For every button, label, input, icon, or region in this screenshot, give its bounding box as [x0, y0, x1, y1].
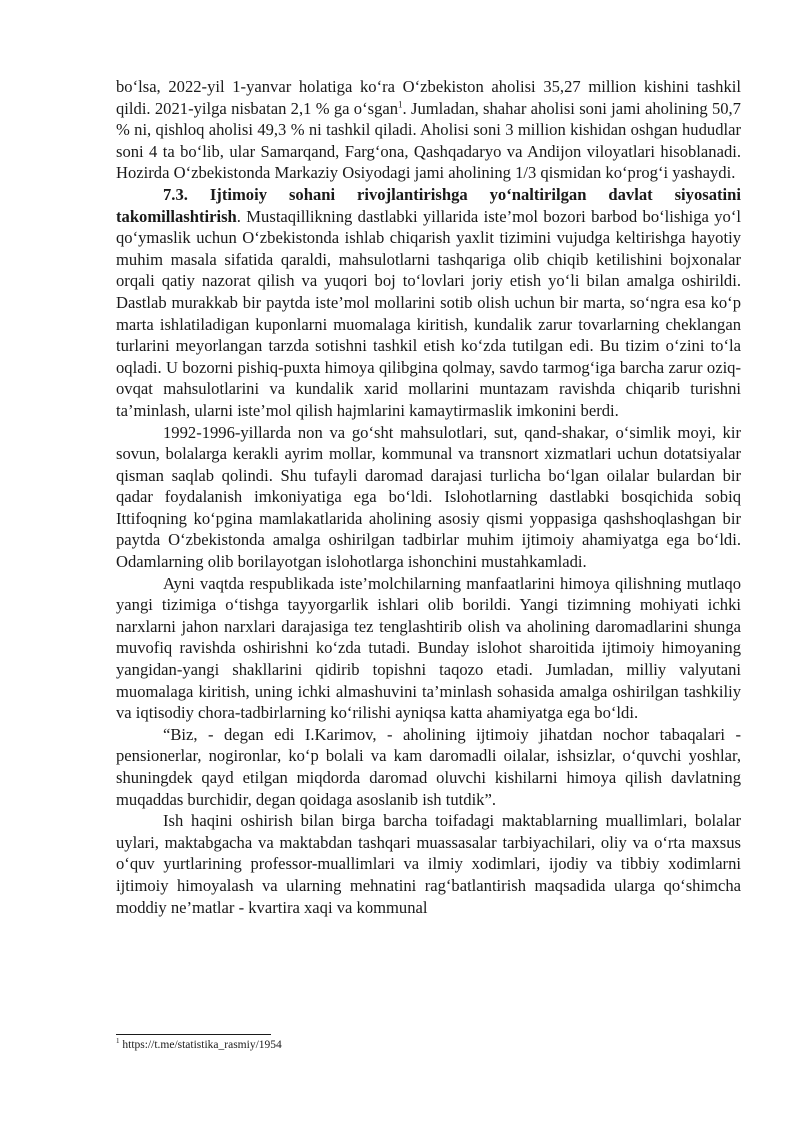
paragraph-subsidies: 1992-1996-yillarda non va go‘sht mahsulotlari, sut, qand-shakar, o‘simlik moyi, kir sovun, bolalarga kerakli ayrim mollar, kommunal va transnort xizmatlari uchun dotatsiyalar qisman saqlab qolindi. Shu tufayli daromad darajasi turlicha bo‘lgan oilalar bulardan bir qadar foydalanish imkoniyatiga ega bo‘ldi. Islohotlarning dastlabki bosqichida sobiq Ittifoqning ko‘pgina mamlakatlarida aholining asosiy qismi yoppasiga qashshoqlashgan bir paytda O‘zbekistonda amalga oshirilgan tadbirlar muhim ijtimoiy ahamiyatga ega bo‘ldi. Odamlarning olib borilayotgan islohotlarga ishonchini mustahkamladi.	[116, 422, 741, 572]
footnote-number: 1	[116, 1037, 120, 1046]
paragraph-consumer-protection: Ayni vaqtda respublikada iste’molchilarning manfaatlarini himoya qilishning mutlaqo yangi tizimiga o‘tishga tayyorgarlik ishlari olib borildi. Yangi tizimning mohiyati ichki narxlarni jahon narxlari darajasiga tez tenglashtirib olish va aholining daromadlarini shunga muvofiq ravishda oshirishni ko‘zda tutadi. Bunday islohot sharoitida ijtimoiy himoyaning yangidan-yangi shakllarini qidirib topishni taqozo etadi. Jumladan, milliy valyutani muomalaga kiritish, uning ichki almashuvini ta’minlash sohasida amalga oshirilgan tashkiliy va iqtisodiy chora-tadbirlarning ko‘rilishi ayniqsa katta ahamiyatga ega bo‘ldi.	[116, 573, 741, 723]
paragraph-text: bo‘lsa, 2022-yil 1-yanvar holatiga ko‘ra O‘zbekiston aholisi 35,27 million kishini tashkil qildi. 2021-yilga nisbatan 2,1 % ga o‘sgan	[116, 77, 741, 118]
paragraph-quote: “Biz, - degan edi I.Karimov, - aholining ijtimoiy jihatdan nochor tabaqalari - pensionerlar, nogironlar, ko‘p bolali va kam daromadli oilalar, ishsizlar, o‘quvchi yoshlar, shuningdek qayd etilgan miqdorda daromad oluvchi kishilarni himoya qilish davlatning muqaddas burchidir, degan qoidaga asoslanib ish tutdik”.	[116, 724, 741, 809]
paragraph-text-continued: . Jumladan, shahar aholisi soni jami aholining 50,7 % ni, qishloq aholisi 49,3 % ni tashkil qiladi. Aholisi soni 3 million kishidan oshgan hududlar soni 4 ta bo‘lib, ular Samarqand, Farg‘ona, Qashqadaryo va Andijon viloyatlari hisoblanadi. Hozirda O‘zbekistonda Markaziy Osiyodagi jami aholining 1/3 qismidan ko‘prog‘i yashaydi.	[116, 98, 741, 183]
paragraph-population	[116, 76, 741, 184]
footnote-ref: 1	[398, 99, 403, 110]
footnote-link[interactable]: https://t.me/statistika_rasmiy/1954	[119, 1039, 282, 1051]
paragraph-wages: Ish haqini oshirish bilan birga barcha toifadagi maktablarning muallimlari, bolalar uylari, maktabgacha va maktabdan tashqari muassasalar tarbiyachilari, oliy va o‘rta maxsus o‘quv yurtlarining professor-muallimlari va ilmiy xodimlari, ijodiy va tibbiy xodimlarni ijtimoiy himoyalash va ularning mehnatini rag‘batlantirish maqsadida ularga qo‘shimcha moddiy ne’matlar - kvartira xaqi va kommunal	[116, 811, 741, 917]
body-text	[116, 76, 741, 918]
section-heading: 7.3. Ijtimoiy sohani rivojlantirishga yo‘naltirilgan davlat siyosatini takomillashtirish	[116, 184, 741, 226]
paragraph-text: . Mustaqillikning dastlabki yillarida iste’mol bozori barbod bo‘lishiga yo‘l qo‘ymaslik uchun O‘zbekistonda ishlab chiqarish yaxlit tizimini vujudga keltirishga hayotiy muhim masala sifatida qaraldi, mahsulotlarni tashqariga olib chiqib ketilishini bojxonalar orqali qatiy nazorat qilish va yuqori boj to‘lovlari joriy etish yo‘li bilan amalga oshirildi. Dastlab murakkab bir paytda iste’mol mollarini sotib olish uchun bir marta, so‘ngra esa ko‘p marta ishlatiladigan kuponlarni muomalaga kiritish, kundalik zarur tovarlarning cheklangan turlarini meyorlangan tarzda sotishni tashkil etish ko‘zda tutilgan edi. Bu tizim o‘zini to‘la oqladi. U bozorni pishiq-puxta himoya qilibgina qolmay, savdo tarmog‘iga barcha zarur oziq-ovqat mahsulotlarini va kundalik xarid mollarini muntazam ravishda chiqarib turishni ta’minlash, ularni iste’mol qilish hajmlarini kamaytirmaslik imkonini berdi.	[116, 206, 741, 420]
footnote	[116, 1038, 741, 1052]
footnote-separator	[116, 1034, 271, 1035]
paragraph-section-7-3	[116, 184, 741, 422]
